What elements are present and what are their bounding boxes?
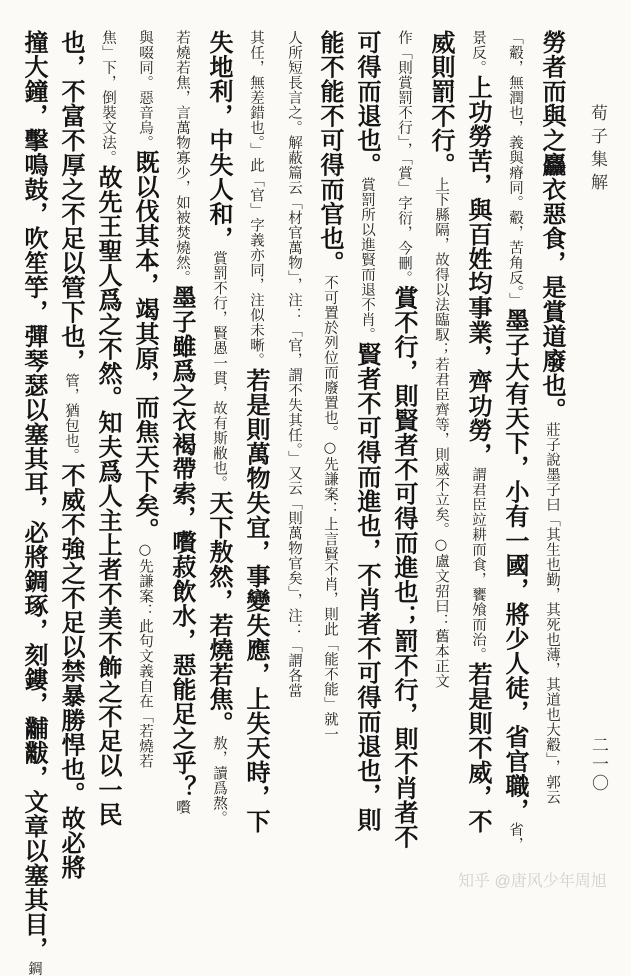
- main-text: 若是則不威，不: [464, 662, 493, 834]
- main-text: 若是則萬物失宜，事變失應，上失天時，下: [242, 367, 271, 834]
- text-column: [54, 30, 89, 910]
- text-column: [461, 30, 496, 910]
- text-columns: [14, 30, 570, 976]
- commentary-text: 與啜同。惡音烏。: [137, 30, 153, 150]
- commentary-text: ○先謙案：此句文義自在「若燒若: [137, 542, 153, 769]
- commentary-text: 上下縣隔，故得以法臨馭；若君臣齊等，則威不立矣。○盧文弨曰：舊本正文: [433, 177, 449, 689]
- main-text: 故先王聖人爲之不然。知夫爲人主上者不美不飾之不足以一民: [94, 165, 123, 827]
- commentary-text: 作「則賞罰不行」，「賞」字衍，今刪。: [396, 30, 412, 286]
- commentary-text: 若燒若焦，言萬物寡少，如被焚燒然。: [174, 30, 190, 285]
- commentary-text: 「觳，無潤也，義與瘠同。觳，苦角反。」: [507, 30, 523, 308]
- running-header: 荀子集解: [587, 104, 607, 196]
- text-column: [313, 30, 348, 910]
- main-text: 不威不強之不足以禁暴勝悍也。故必將: [57, 463, 86, 880]
- text-column: [17, 30, 52, 976]
- commentary-text: 謂君臣竝耕而食，饔飧而治。: [470, 467, 486, 662]
- main-text: 失地利，中失人和，: [205, 30, 234, 251]
- commentary-text: 賞罰不行，賢愚一貫，故有斯敝也。: [211, 250, 227, 491]
- main-text: 撞大鐘，擊鳴鼓，吹笙竽，彈琴瑟以塞其耳，必將錭琢，刻鏤，黼黻，文章以塞其目，: [20, 30, 49, 961]
- commentary-text: 省，: [507, 822, 523, 853]
- commentary-text: 管，猶包也。: [63, 373, 79, 463]
- commentary-text: 莊子說墨子曰「其生也勤，其死也薄，其道也大觳」，郭云: [544, 422, 560, 805]
- text-column: [276, 30, 311, 910]
- commentary-text: 嚽: [174, 799, 190, 815]
- text-column: [165, 30, 200, 910]
- text-column: [202, 30, 237, 910]
- commentary-text: 不可置於列位而廢置也。○先謙案：上言賢不肖，則此「能不能」就一: [322, 275, 338, 742]
- main-text: 天下敖然，若燒若焦。: [205, 490, 234, 736]
- commentary-text: 敖，讀爲熬。: [211, 735, 227, 826]
- main-text: 賢者不可得而進也，不肖者不可得而退也，則: [353, 342, 382, 832]
- commentary-text: 其任，無差錯也。」此「官」字義亦同，注似未晰。: [248, 30, 264, 368]
- main-text: 賞不行，則賢者不可得而進也；罰不行，則不肖者不: [390, 285, 419, 849]
- main-text: 墨子雖爲之衣褐帶索，嚽菽飲水，惡能足之乎？: [168, 285, 197, 800]
- main-text: 既以伐其本，竭其原，而焦天下矣。: [131, 150, 160, 542]
- text-column: [498, 30, 533, 910]
- main-text: 勞者而與之麤衣惡食，是賞道廢也。: [538, 30, 567, 422]
- main-text: 墨子大有天下，小有一國，將少人徒，省官職，: [501, 307, 530, 823]
- commentary-text: 賞罰所以進賢而退不肖。: [359, 177, 375, 342]
- main-text: 也，不富不厚之不足以管下也，: [57, 30, 86, 373]
- main-text: 上功勞苦，與百姓均事業，齊功勞，: [464, 75, 493, 467]
- watermark: 知乎 @唐风少年周旭: [458, 873, 607, 890]
- text-column: [424, 30, 459, 910]
- commentary-text: 錭: [26, 961, 42, 976]
- text-column: [91, 30, 126, 910]
- text-column: [239, 30, 274, 910]
- page-number: 二一〇: [588, 736, 608, 793]
- commentary-text: 景反。: [470, 30, 486, 75]
- text-column: [535, 30, 570, 910]
- main-text: 能不能不可得而官也。: [316, 30, 345, 275]
- text-column: [387, 30, 422, 910]
- text-column: [128, 30, 163, 910]
- commentary-text: 焦」下，倒裝文法。: [100, 30, 116, 165]
- main-text: 可得而退也。: [353, 30, 382, 177]
- text-column: [350, 30, 385, 910]
- main-text: 威則罰不行。: [427, 30, 456, 177]
- commentary-text: 人所短長言之。解蔽篇云「材官萬物」，注：「官，謂不失其任。」又云「則萬物官矣」，注：「謂各當: [286, 30, 302, 699]
